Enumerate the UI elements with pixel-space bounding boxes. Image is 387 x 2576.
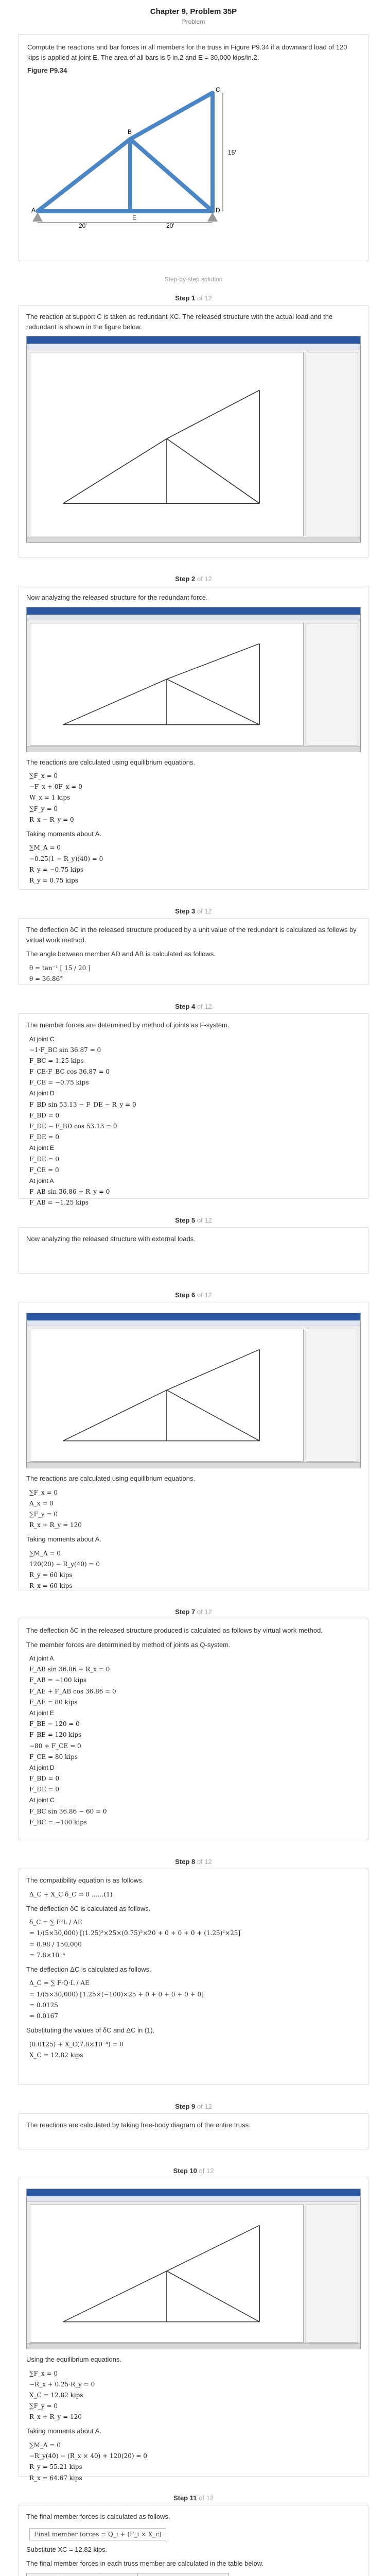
step-4: The member forces are determined by method of joints as F-system. At joint C −1·F_BC sin 36.87 = 0 F_BC = 1.25 kips F_CE·F_BC cos 36.87 = 0 F_CE = −0.75 kips At joint D F_BD sin 53.13 − F_DE − R_y = 0 F_BD = 0 F_DE − F_BD cos 53.13 = 0 F_DE = 0 At joint E F_DE = 0 F_CE = 0 At joint A F_AB sin 36.86 + R_y = 0 F_AB = −1.25 kips bbox=[19, 1013, 368, 1199]
step-by-step-divider: Step-by-step solution bbox=[164, 276, 223, 283]
step-9-header[interactable]: Step 9 of 12 bbox=[175, 2103, 212, 2110]
step-9 bbox=[19, 2113, 368, 2149]
problem-subtitle: Problem bbox=[182, 18, 205, 25]
joint-e-label: E bbox=[132, 214, 137, 221]
step-11-text: The final member forces is calculated as follows. bbox=[26, 2513, 170, 2520]
step-6-header[interactable]: Step 6 of 12 bbox=[175, 1291, 212, 1299]
step-3: The deflection δC in the released structure produced by a unit value of the redundant is calculated as follows by virtual work method. The angle between member AD and AB is calculated as follows. θ = tan⁻¹ [ 15 / 20 ] θ = 36.86° bbox=[19, 918, 368, 985]
step-10-text: Using the equilibrium equations. bbox=[26, 2355, 121, 2363]
step-4-text: The member forces are determined by method of joints as F-system. bbox=[26, 1021, 230, 1029]
problem-card bbox=[19, 35, 368, 261]
right-span-dimension: 20' bbox=[166, 222, 174, 229]
step-11-text2: Substitute XC = 12.82 kips. bbox=[26, 2545, 108, 2553]
member-bd bbox=[130, 139, 213, 211]
step-8-text4: Substituting the values of δC and ΔC in (1). bbox=[26, 2026, 155, 2035]
step-10: Using the equilibrium equations. ∑F_x = 0 −R_x + 0.25·R_y = 0 X_C = 12.82 kips ∑F_y = 0 R_x + R_y = 120 Taking moments about A. ∑M_A = 0 −R_y(40) − (R_x × 40) + 120(20) = 0 R_y = 55.21 kips R_x = 64.67 kips bbox=[19, 2178, 368, 2477]
step-8-text3: The deflection ΔC is calculated as follows. bbox=[26, 1965, 151, 1973]
step-3-header[interactable]: Step 3 of 12 bbox=[175, 907, 212, 915]
member-ab bbox=[38, 139, 130, 211]
step-5-text: Now analyzing the released structure with external loads. bbox=[26, 1235, 196, 1243]
member-forces-table bbox=[26, 2573, 229, 2576]
problem-text: Compute the reactions and bar forces in all members for the truss in Figure P9.34 if a downward load of 120 kips is applied at joint E. The area of all bars is 5 in.2 and E = 30,000 kips/in.2. bbox=[27, 43, 347, 61]
step-6: The reactions are calculated using equilibrium equations. ∑F_x = 0 A_x = 0 ∑F_y = 0 R_x + R_y = 120 Taking moments about A. ∑M_A = 0 120(20) − R_y(40) = 0 R_y = 60 kips R_x = 60 kips bbox=[19, 1302, 368, 1590]
step-10-text3: Taking moments about A. bbox=[26, 2427, 101, 2435]
step-7-text: The deflection δC in the released structure produced is calculated as follows by virtual work method. bbox=[26, 1626, 323, 1634]
joint-b-label: B bbox=[128, 128, 132, 135]
step-8: The compatibility equation is as follows. Δ_C + X_C δ_C = 0 ……(1) The deflection δC is calculated as follows. δ_C = ∑ F²L / AE = 1/(5×30,000) [(1.25)²×25×(0.75)²×20 + 0 + 0 + 0 + (1.25)²×25] = 0.98 / 150,000 = 7.8×10⁻⁴ The deflection ΔC is calculated as follows. Δ_C = ∑ F·Q·L / AE = 1/(5×30,000) [1.25×(−100)×25 + 0 + 0 + 0 + 0 + 0] = 0.0125 = 0.0167 Substituting the values of δC and ΔC in (1). (0.0125) + X_C(7.8×10⁻⁴) = 0 X_C = 12.82 kips bbox=[19, 1869, 368, 2085]
step-11: The final member forces is calculated as follows. Final member forces = Q_i + (F_i × X_c) Substitute XC = 12.82 kips. The final member forces in each truss member are calculated in the table below. bbox=[19, 2505, 368, 2576]
step-2-header[interactable]: Step 2 of 12 bbox=[175, 575, 212, 583]
step-1 bbox=[19, 305, 368, 557]
step-2-screenshot bbox=[26, 607, 361, 752]
step-11-text3: The final member forces in each truss member are calculated in the table below. bbox=[26, 2560, 264, 2567]
joint-d-label: D bbox=[216, 207, 220, 214]
step-8-header[interactable]: Step 8 of 12 bbox=[175, 1858, 212, 1866]
step-11-header[interactable]: Step 11 of 12 bbox=[173, 2494, 214, 2502]
step-1-screenshot bbox=[26, 336, 361, 543]
figure-label: Figure P9.34 bbox=[27, 66, 67, 74]
member-bc bbox=[130, 93, 213, 139]
step-9-text: The reactions are calculated by taking free-body diagram of the entire truss. bbox=[26, 2121, 251, 2129]
step-4-header[interactable]: Step 4 of 12 bbox=[175, 1003, 212, 1010]
step-10-screenshot bbox=[26, 2189, 361, 2349]
step-8-text: The compatibility equation is as follows. bbox=[26, 1876, 144, 1884]
step-6-screenshot bbox=[26, 1313, 361, 1468]
step-6-text: The reactions are calculated using equilibrium equations. bbox=[26, 1475, 196, 1482]
left-span-dimension: 20' bbox=[79, 222, 87, 229]
solution-page bbox=[0, 7, 387, 2576]
height-dimension: 15' bbox=[228, 149, 236, 156]
step-5-header[interactable]: Step 5 of 12 bbox=[175, 1216, 212, 1224]
step-6-text3: Taking moments about A. bbox=[26, 1535, 101, 1544]
step-3-text2: The angle between member AD and AB is calculated as follows. bbox=[26, 950, 216, 958]
page-title: Chapter 9, Problem 35P bbox=[150, 7, 237, 16]
step-2-text3: Taking moments about A. bbox=[26, 829, 101, 838]
step-7: The deflection δC in the released structure produced is calculated as follows by virtual work method. The member forces are determined by method of joints as Q-system. At joint A F_AB sin 36.86 + R_x = 0 F_AB = −100 kips F_AE + F_AB cos 36.86 = 0 F_AE = 80 kips At joint E F_BE − 120 = 0 F_BE = 120 kips −80 + F_CE = 0 F_CE = 80 kips At joint D F_BD = 0 F_DE = 0 At joint C F_BC sin 36.86 − 60 = 0 F_BC = −100 kips bbox=[19, 1619, 368, 1840]
step-2-text: Now analyzing the released structure for the redundant force. bbox=[26, 594, 208, 601]
step-7-text2: The member forces are determined by method of joints as Q-system. bbox=[26, 1640, 231, 1649]
step-5 bbox=[19, 1227, 368, 1274]
step-1-header[interactable]: Step 1 of 12 bbox=[175, 294, 212, 302]
step-7-header[interactable]: Step 7 of 12 bbox=[175, 1608, 212, 1616]
step-10-header[interactable]: Step 10 of 12 bbox=[173, 2167, 214, 2175]
step-8-text2: The deflection δC is calculated as follows. bbox=[26, 1904, 151, 1912]
joint-a-label: A bbox=[31, 207, 36, 214]
step-3-text: The deflection δC in the released structure produced by a unit value of the redundant is calculated as follows by virtual work method. bbox=[26, 926, 357, 944]
joint-c-label: C bbox=[216, 86, 220, 93]
step-2: Now analyzing the released structure for the redundant force. The reactions are calculated using equilibrium equations. ∑F_x = 0 −F_x + 0F_x = 0 W_x = 1 kips ∑F_y = 0 R_x − R_y = 0 Taking moments about A. ∑M_A = 0 −0.25(1 − R_y)(40) = 0 R_y = −0.75 kips R_y = 0.75 kips bbox=[19, 586, 368, 890]
step-1-text: The reaction at support C is taken as redundant XC. The released structure with the actual load and the redundant is shown in the figure below. bbox=[26, 313, 333, 331]
truss-figure bbox=[27, 77, 254, 232]
step-2-text2: The reactions are calculated using equilibrium equations. bbox=[26, 758, 196, 766]
